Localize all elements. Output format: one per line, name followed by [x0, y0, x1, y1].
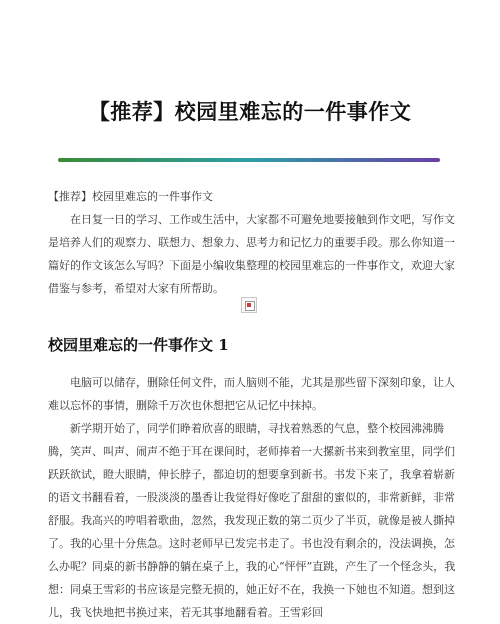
broken-image-icon	[241, 297, 257, 313]
image-placeholder	[245, 301, 255, 311]
intro-paragraph: 在日复一日的学习、工作或生活中，大家都不可避免地要接触到作文吧，写作文是培养人们的观察力、联想力、想象力、思考力和记忆力的重要手段。那么你知道一篇好的作文该怎么写吗？下面是小编收集整理的校园里难忘的一件事作文，欢迎大家借鉴与参考，希望对大家有所帮助。	[48, 213, 455, 295]
intro-label: 【推荐】校园里难忘的一件事作文	[48, 190, 213, 203]
title-divider	[58, 158, 440, 162]
page-title: 【推荐】校园里难忘的一件事作文	[88, 99, 412, 124]
section-paragraph-1: 电脑可以储存，删除任何文件，而人脑则不能，尤其是那些留下深刻印象，让人难以忘怀的事情，删除千万次也休想把它从记忆中抹掉。	[48, 376, 455, 412]
section-paragraph-2: 新学期开始了，同学们睁着欣喜的眼睛，寻找着熟悉的气息，整个校园沸沸腾腾，笑声、叫声、闹声不绝于耳在课间时，老师捧着一大摞新书来到教室里，同学们跃跃欲试，瞪大眼睛，伸长脖子，都迫切的想要拿到新书。书发下来了，我拿着崭新的语文书翻看着，一股淡淡的墨香让我觉得好像吃了甜甜的蜜似的，非常新鲜，非常舒服。我高兴的哼唱着歌曲，忽然，我发现正数的第二页少了半页，就像是被人撕掉了。我的心里十分焦急。这时老师早已发完书走了。书也没有剩余的，没法调换，怎么办呢？同桌的新书静静的躺在桌子上，我的心“怦怦”直跳，产生了一个怪念头，我想：同桌王雪彩的书应该是完整无损的，她正好不在，我换一下她也不知道。想到这儿，我飞快地把书换过来，若无其事地翻看着。王雪彩回	[48, 422, 456, 619]
section-title: 校园里难忘的一件事作文 1	[48, 336, 229, 354]
